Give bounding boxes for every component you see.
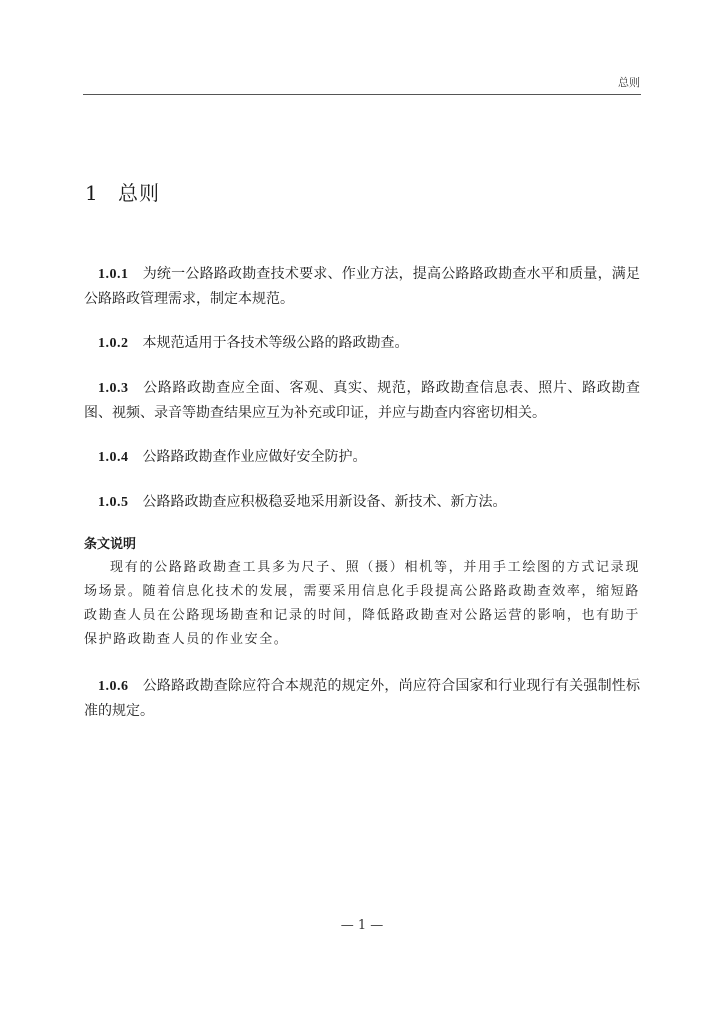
- clause-1-0-2: [84, 331, 640, 356]
- clause-1-0-3: [84, 376, 640, 425]
- page-number: — 1 —: [340, 918, 384, 933]
- clause-1-0-5: [84, 490, 640, 515]
- clause-1-0-6: [84, 674, 640, 723]
- running-header: 总则: [618, 76, 640, 89]
- clause-number: 1.0.3: [98, 381, 129, 396]
- clause-text: 为统一公路路政勘查技术要求、作业方法，提高公路路政勘查水平和质量，满足公路路政管理需求，制定本规范。: [84, 266, 640, 307]
- clause-number: 1.0.2: [98, 336, 129, 351]
- clause-text: 本规范适用于各技术等级公路的路政勘查。: [142, 335, 409, 351]
- chapter-title: [85, 177, 160, 206]
- chapter-number: 1: [85, 181, 99, 205]
- clause-text: 公路路政勘查应积极稳妥地采用新设备、新技术、新方法。: [142, 494, 507, 510]
- clause-number: 1.0.6: [98, 679, 129, 694]
- clause-1-0-1: [84, 262, 640, 311]
- clause-text: 公路路政勘查作业应做好安全防护。: [142, 449, 367, 465]
- clause-text: 公路路政勘查应全面、客观、真实、规范，路政勘查信息表、照片、路政勘查图、视频、录音等勘查结果应互为补充或印证，并应与勘查内容密切相关。: [84, 380, 640, 421]
- chapter-title-text: 总则: [118, 181, 160, 205]
- clause-number: 1.0.5: [98, 495, 129, 510]
- note-body: 现有的公路路政勘查工具多为尺子、照（摄）相机等，并用手工绘图的方式记录现场场景。随着信息化技术的发展，需要采用信息化手段提高公路路政勘查效率，缩短路政勘查人员在公路现场勘查和记录的时间，降低路政勘查对公路运营的影响，也有助于保护路政勘查人员的作业安全。: [84, 560, 640, 647]
- clause-1-0-4: [84, 445, 640, 470]
- note-title: 条文说明: [84, 537, 137, 552]
- clause-number: 1.0.4: [98, 450, 129, 465]
- clause-text: 公路路政勘查除应符合本规范的规定外，尚应符合国家和行业现行有关强制性标准的规定。: [84, 678, 640, 719]
- clause-number: 1.0.1: [98, 267, 129, 282]
- main-content: [84, 262, 640, 743]
- header-rule: [83, 94, 641, 95]
